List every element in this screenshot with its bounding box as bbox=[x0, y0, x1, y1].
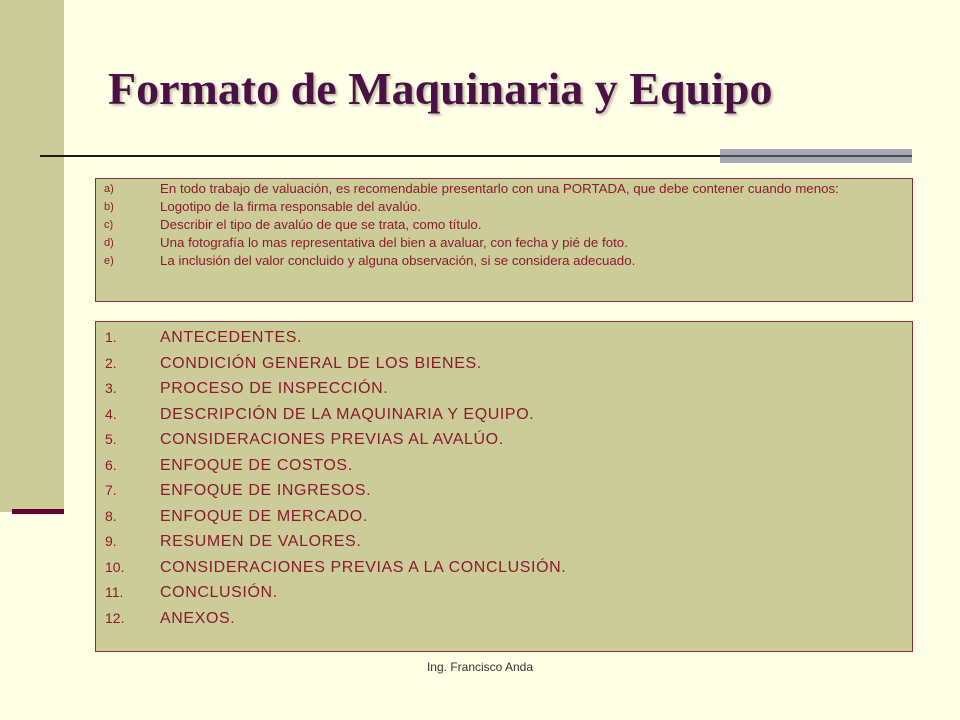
section-item bbox=[96, 478, 912, 504]
section-text: DESCRIPCIÓN DE LA MAQUINARIA Y EQUIPO. bbox=[160, 405, 535, 423]
intro-item bbox=[96, 254, 902, 267]
intro-item-text: La inclusión del valor concluido y alguna observación, si se considera adecuado. bbox=[160, 253, 636, 268]
section-item bbox=[96, 453, 912, 479]
section-text: CONSIDERACIONES PREVIAS AL AVALÚO. bbox=[160, 431, 504, 448]
intro-item-marker: b) bbox=[104, 201, 114, 213]
section-item bbox=[96, 351, 912, 377]
intro-item-marker: a) bbox=[104, 183, 114, 195]
section-item bbox=[96, 427, 912, 453]
section-text: CONDICIÓN GENERAL DE LOS BIENES. bbox=[160, 354, 482, 372]
section-number: 9. bbox=[105, 533, 117, 549]
slide-title: Formato de Maquinaria y Equipo bbox=[108, 63, 773, 114]
section-number: 7. bbox=[105, 482, 117, 498]
sections-box bbox=[95, 321, 913, 652]
intro-item bbox=[96, 200, 902, 213]
section-number: 4. bbox=[105, 405, 117, 422]
intro-item bbox=[96, 236, 902, 249]
intro-item bbox=[96, 218, 902, 231]
section-number: 6. bbox=[105, 456, 117, 473]
section-number: 2. bbox=[105, 354, 117, 371]
left-decorative-bar bbox=[0, 0, 64, 512]
intro-item-text: Logotipo de la firma responsable del avalúo. bbox=[160, 199, 421, 214]
section-number: 12. bbox=[105, 609, 125, 626]
section-text: ENFOQUE DE INGRESOS. bbox=[160, 482, 372, 499]
section-text: ENFOQUE DE COSTOS. bbox=[160, 456, 353, 474]
section-text: ANTECEDENTES. bbox=[160, 329, 303, 346]
section-text: CONSIDERACIONES PREVIAS A LA CONCLUSIÓN. bbox=[160, 558, 567, 576]
intro-list bbox=[96, 179, 912, 267]
section-text: CONCLUSIÓN. bbox=[160, 584, 278, 601]
section-number: 10. bbox=[105, 558, 125, 575]
section-item bbox=[96, 529, 912, 555]
sections-list bbox=[96, 322, 912, 631]
section-item bbox=[96, 376, 912, 402]
intro-item-marker: e) bbox=[104, 255, 114, 267]
footer-author: Ing. Francisco Anda bbox=[426, 660, 534, 674]
section-item bbox=[96, 504, 912, 530]
section-item bbox=[96, 555, 912, 581]
section-number: 8. bbox=[105, 507, 117, 524]
section-item bbox=[96, 606, 912, 632]
section-number: 1. bbox=[105, 329, 117, 345]
intro-item-text: En todo trabajo de valuación, es recomendable presentarlo con una PORTADA, que debe contener cuando menos: bbox=[160, 181, 839, 196]
intro-box bbox=[95, 178, 913, 302]
section-number: 5. bbox=[105, 431, 117, 447]
section-item bbox=[96, 580, 912, 606]
intro-item-marker: c) bbox=[104, 219, 114, 231]
section-item bbox=[96, 402, 912, 428]
section-number: 11. bbox=[105, 584, 124, 600]
intro-item bbox=[96, 182, 902, 195]
section-item bbox=[96, 325, 912, 351]
intro-item-marker: d) bbox=[104, 237, 114, 249]
section-text: PROCESO DE INSPECCIÓN. bbox=[160, 380, 389, 397]
intro-item-text: Una fotografía lo mas representativa del bien a avaluar, con fecha y pié de foto. bbox=[160, 235, 628, 250]
title-divider-accent bbox=[720, 149, 912, 163]
intro-item-text: Describir el tipo de avalúo de que se trata, como título. bbox=[160, 217, 482, 232]
section-text: RESUMEN DE VALORES. bbox=[160, 533, 362, 550]
title-divider bbox=[40, 155, 720, 157]
left-accent-line bbox=[12, 509, 64, 514]
section-number: 3. bbox=[105, 380, 117, 396]
section-text: ANEXOS. bbox=[160, 609, 236, 627]
section-text: ENFOQUE DE MERCADO. bbox=[160, 507, 368, 525]
